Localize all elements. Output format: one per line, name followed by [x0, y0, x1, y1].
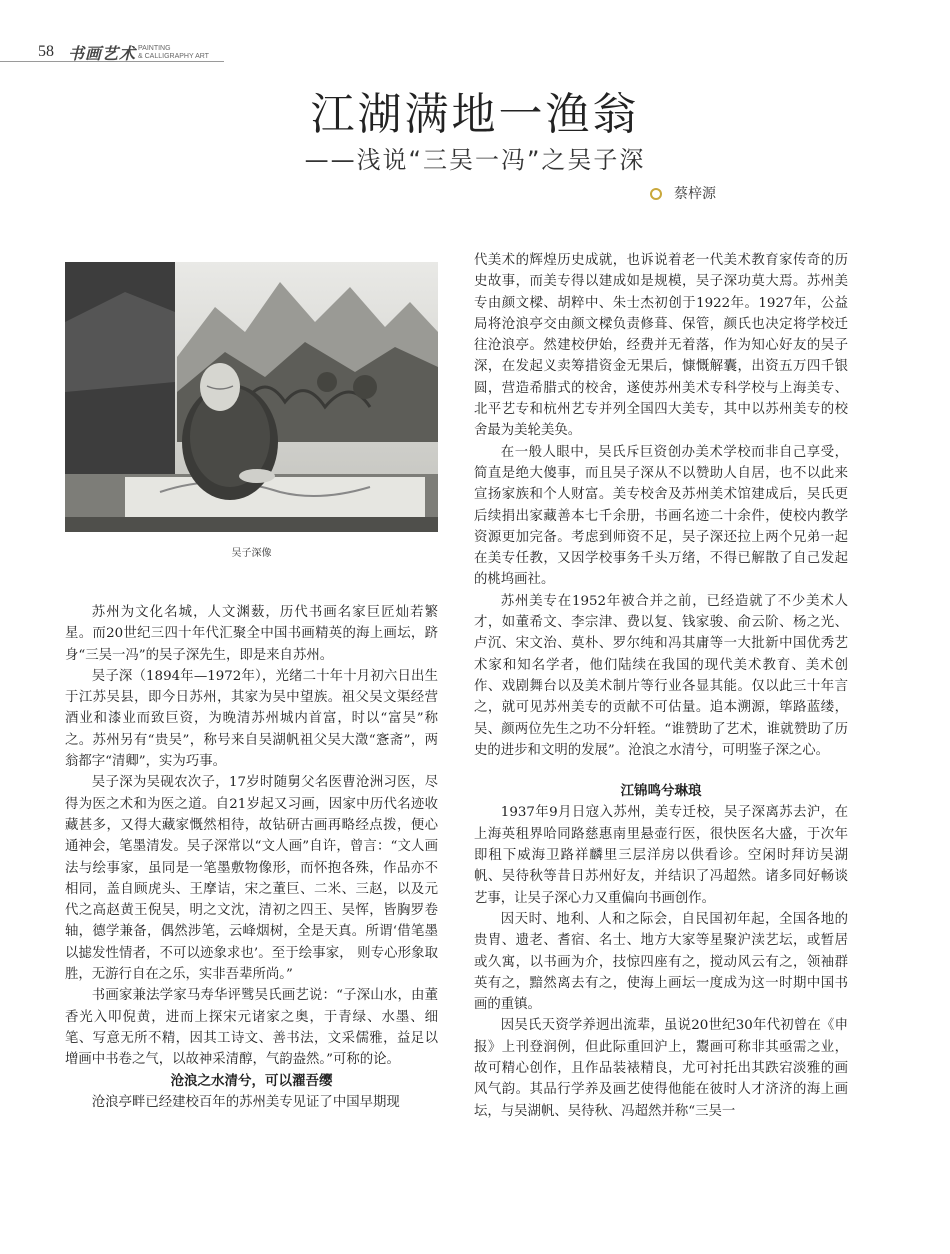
body-paragraph: 沧浪亭畔已经建校百年的苏州美专见证了中国早期现: [91, 1094, 400, 1110]
body-paragraph: 在一般人眼中，吴氏斥巨资创办美术学校而非自己享受，简直是绝大傻事，而且吴子深从不以赞助人自居，也不以此来宣扬家族和个人财富。美专校舍及苏州美术馆建成后，吴氏更后续捐出家藏善本七千余册，书画名迹二十余件，使校内教学资源更加完备。考虑到师资不足，吴子深还拉上两个兄弟一起在美专任教，又因学校事务千头万绪，不得已解散了自己发起的桃坞画社。: [474, 444, 848, 588]
bullet-icon: [650, 188, 662, 200]
section-label: [138, 45, 209, 61]
section-label-line1: PAINTING: [138, 45, 171, 52]
author-byline: [650, 183, 716, 203]
body-paragraph: 苏州为文化名城，人文渊薮，历代书画名家巨匠灿若繁星。而20世纪三四十年代汇聚全中国书画精英的海上画坛，跻身“三吴一冯”的吴子深先生，即是来自苏州。: [65, 605, 438, 663]
body-paragraph: 1937年9月日寇入苏州，美专迁校，吴子深离苏去沪，在上海英租界哈同路慈惠南里悬壶行医，很快医名大盛，于次年即租下威海卫路祥麟里三层洋房以供看诊。空闲时拜访吴湖帆、吴待秋等昔日苏州好友，并结识了冯超然。诸多同好畅谈艺事，让吴子深心力又重偏向书画创作。: [474, 805, 848, 906]
portrait-photo-icon: [65, 262, 438, 532]
section-label-line2: & CALLIGRAPHY ART: [138, 53, 209, 60]
body-paragraph: 代美术的辉煌历史成就，也诉说着老一代美术教育家传奇的历史故事，而美专得以建成如是规模，吴子深功莫大焉。苏州美专由颜文樑、胡粹中、朱士杰初创于1922年。1927年，公益局将沧浪亭交由颜文樑负责修葺、保管，颜氏也决定将学校迁往沧浪亭。然建校伊始，经费并无着落，作为知心好友的吴子深，在发起义卖筹措资金无果后，慷慨解囊，出资五万四千银圆，营造希腊式的校舍，遂使苏州美术专科学校与上海美专、北平艺专和杭州艺专并列全国四大美专，其中以苏州美专的校舍最为美轮美奂。: [474, 253, 848, 439]
article-title: 江湖满地一渔翁: [310, 89, 640, 140]
author-name: 蔡梓源: [674, 186, 716, 202]
header-rule: [0, 61, 224, 62]
section-heading: 沧浪之水清兮，可以濯吾缨: [170, 1072, 333, 1089]
body-paragraph: 吴子深为吴砚农次子，17岁时随舅父名医曹沧洲习医，尽得为医之术和为医之道。自21岁起又习画，因家中历代名迹收藏甚多，又得大藏家慨然相待，故钻研古画再略经点拨，便心通神会，笔墨清发。吴子深常以“文人画”自许，曾言：“文人画法与绘事家，虽同是一笔墨敷物像形，而怀抱各殊，作品亦不相同，盖自顾虎头、王摩诘，宋之董巨、二米、三赵，以及元代之高赵黄王倪吴，明之文沈，清初之四王、吴恽，皆胸罗卷轴，德学兼备，偶然涉笔，云峰烟树，全是天真。所谓‘借笔墨以摅发性情者，不可以迹象求也’。至于绘事家， 则专心形象取胜，无游行自在之乐，实非吾辈所尚。”: [65, 775, 438, 983]
right-column: [474, 250, 848, 1122]
author-photo: [65, 262, 438, 532]
page-header: [0, 40, 230, 64]
body-paragraph: 书画家兼法学家马寿华评骘吴氏画艺说：“子深山水，由董香光入叩倪黄，进而上探宋元诸家之奥，于青绿、水墨、细笔、写意无所不精，因其工诗文、善书法，文采儒雅，益足以增画中书卷之气，以故神采清醇，气韵盎然。”可称的论。: [65, 988, 438, 1068]
body-paragraph: 苏州美专在1952年被合并之前，已经造就了不少美术人才，如董希文、李宗津、费以复、钱家骏、俞云阶、杨之光、卢沉、宋文治、莫朴、罗尔纯和冯其庸等一大批新中国优秀艺术家和知名学者，他们陆续在我国的现代美术教育、美术创作、戏剧舞台以及美术制片等行业各显其能。仅以此三十年言之，就可见苏州美专的贡献不可估量。追本溯源，筚路蓝缕，吴、颜两位先生之功不分轩轾。“谁赞助了艺术，谁就赞助了历史的进步和文明的发展”。沧浪之水清兮，可明鉴子深之心。: [474, 593, 848, 758]
section-heading: 江锦鸣兮琳琅: [620, 783, 702, 800]
left-column: [65, 602, 438, 1113]
body-paragraph: 因天时、地利、人和之际会，自民国初年起，全国各地的贵胄、遗老、耆宿、名士、地方大家等星聚沪渎艺坛，或暂居或久寓，以书画为介，技惊四座有之，搅动风云有之，领袖群英有之，黯然离去有之，使海上画坛一度成为这一时期中国书画的重镇。: [474, 911, 848, 1013]
article-subtitle: ——浅说“三吴一冯”之吴子深: [304, 146, 646, 174]
page-number: 58: [38, 43, 54, 60]
body-paragraph: 因吴氏天资学养迥出流辈，虽说20世纪30年代初曾在《申报》上刊登润例，但此际重回沪上，鬻画可称非其亟需之业，故可精心创作，且作品装裱精良，尤可衬托出其跌宕淡雅的画风气韵。其品行学养及画艺使得他能在彼时人才济济的海上画坛，与吴湖帆、吴待秋、冯超然并称“三吴一: [474, 1018, 848, 1119]
magazine-logo: 书画艺术: [68, 44, 137, 63]
photo-caption: 吴子深像: [231, 548, 272, 559]
body-paragraph: 吴子深（1894年—1972年），光绪二十年十月初六日出生于江苏吴县，即今日苏州，其家为吴中望族。祖父吴文渠经营酒业和漆业而致巨资，为晚清苏州城内首富，时以“富吴”称之。苏州另有“贵吴”，称号来自吴湖帆祖父吴大澂“愙斋”，两翁都字“清卿”，实为巧事。: [65, 668, 438, 770]
